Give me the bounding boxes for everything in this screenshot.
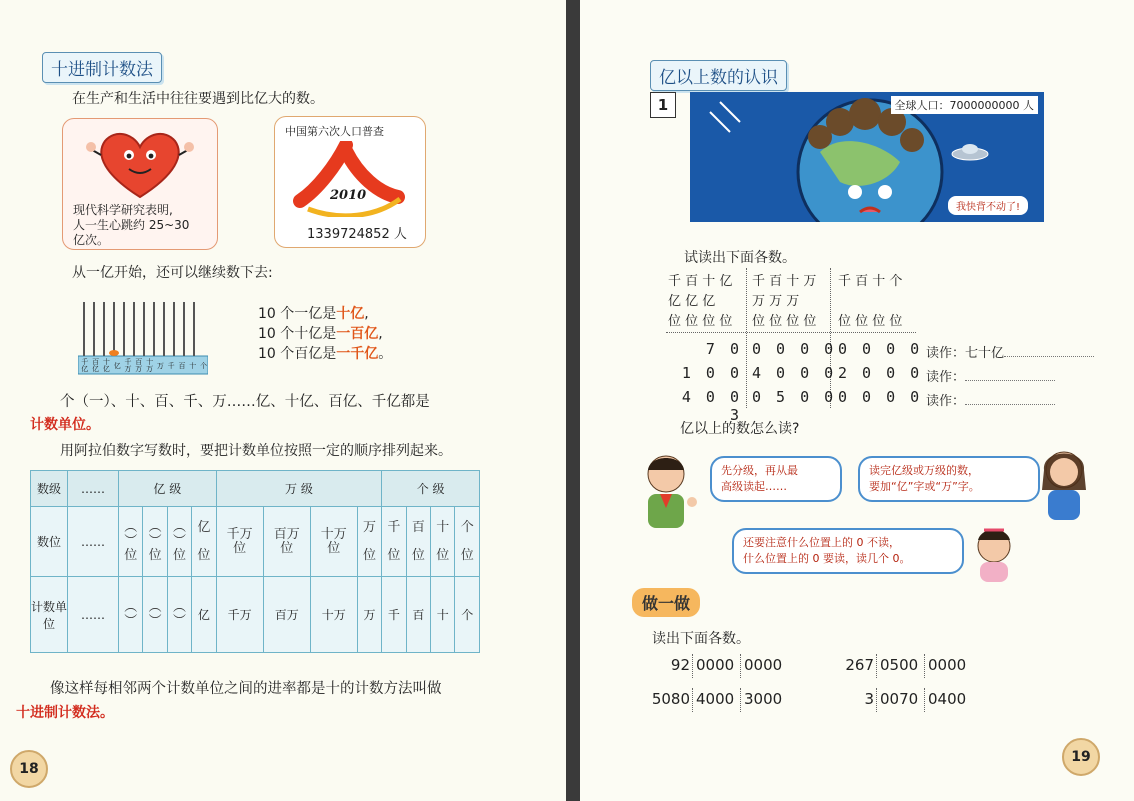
position-baiwan: 百万 位: [263, 507, 310, 577]
blank-unit-cell: ︵ ︶: [167, 577, 191, 653]
exercise-number-part: 3: [864, 690, 874, 708]
separator: [746, 268, 747, 408]
census-population: 1339724852 人: [307, 227, 407, 242]
exercise-number-part: 267: [845, 656, 874, 674]
earth-illustration: [690, 92, 1044, 222]
separator: [924, 654, 925, 678]
abacus-label: 十: [188, 361, 197, 369]
unit-baiwan: 百万: [263, 577, 310, 653]
abacus-label: 万: [156, 361, 165, 369]
separator: [666, 332, 916, 333]
ellipsis-cell: ……: [68, 507, 119, 577]
baby-speech-bubble: 还要注意什么位置上的 0 不读， 什么位置上的 0 要读，读几个 0。: [732, 528, 964, 574]
blank-position-cell: ︵ ︶ 位: [167, 507, 191, 577]
conclusion-term: 十进制计数法。: [16, 705, 114, 721]
separator: [830, 268, 831, 408]
intro-text: 在生产和生活中往往要遇到比亿大的数。: [72, 91, 324, 107]
separator: [876, 654, 877, 678]
row-ge: 0 0 0 0: [838, 388, 923, 406]
count-line-1: 10 个一亿是十亿,: [258, 306, 369, 322]
row-yi: 4 0 0 3: [681, 388, 742, 424]
place-value-table: [30, 470, 480, 653]
exercise-number-part: 0070: [880, 690, 919, 708]
blank-unit-cell: ︵ ︶: [119, 577, 143, 653]
class-wan: 万 级: [216, 471, 382, 507]
blank-position-cell: ︵ ︶ 位: [119, 507, 143, 577]
row-wan: 0 5 0 0: [752, 388, 837, 406]
class-ge: 个 级: [382, 471, 480, 507]
exercise-number-part: 92: [670, 656, 690, 674]
do-it-title: 做一做: [632, 588, 700, 617]
heart-text-line: 人一生心跳约 25~30: [73, 218, 190, 232]
units-term: 计数单位。: [30, 417, 100, 433]
position-yi: 亿 位: [192, 507, 216, 577]
conclusion-text: 像这样每相邻两个计数单位之间的进率都是十的计数方法叫做: [50, 681, 442, 697]
exercise-number-part: 4000: [696, 690, 735, 708]
world-population-label: 全球人口：7000000000 人: [891, 96, 1038, 114]
row-head-position: 数位: [31, 507, 68, 577]
baby-character-icon: [962, 520, 1026, 586]
abacus-label: 千万: [123, 358, 132, 372]
row-ge: 0 0 0 0: [838, 340, 923, 358]
unit-qianwan: 千万: [216, 577, 263, 653]
ellipsis-cell: ……: [68, 577, 119, 653]
abacus-label: 个: [199, 361, 208, 369]
header-yi-1: 千 百 十 亿: [668, 274, 733, 289]
row-yi: 7 0: [705, 340, 742, 358]
row-head-unit: 计数单位: [31, 577, 68, 653]
boy-speech-bubble: 先分级，再从最 高级读起……: [710, 456, 842, 502]
abacus: [78, 300, 208, 376]
ellipsis-cell: ……: [68, 471, 119, 507]
abacus-label: 千亿: [80, 358, 89, 372]
position-shi: 十 位: [431, 507, 455, 577]
header-ge-1: 千 百 十 个: [838, 274, 903, 289]
left-page: [0, 0, 566, 801]
abacus-label: 亿: [113, 361, 122, 369]
heart-text-line: 现代科学研究表明,: [73, 203, 173, 217]
position-bai: 百 位: [406, 507, 430, 577]
count-line-2: 10 个十亿是一百亿,: [258, 326, 383, 342]
heart-box: [62, 118, 218, 250]
row-wan: 4 0 0 0: [752, 364, 837, 382]
exercise-number-part: 0400: [928, 690, 967, 708]
try-read-text: 试读出下面各数。: [684, 250, 796, 266]
unit-qian: 千: [382, 577, 406, 653]
read-as: 读作：: [926, 390, 1055, 409]
row-wan: 0 0 0 0: [752, 340, 837, 358]
arabic-text: 用阿拉伯数字写数时，要把计数单位按照一定的顺序排列起来。: [60, 443, 452, 459]
separator: [692, 654, 693, 678]
header-wan-1: 千 百 十 万: [752, 274, 817, 289]
heart-character-icon: [85, 125, 195, 205]
separator: [740, 654, 741, 678]
class-yi: 亿 级: [119, 471, 217, 507]
count-line-3: 10 个百亿是一千亿。: [258, 346, 393, 362]
abacus-label: 千: [167, 361, 176, 369]
header-yi-3: 位 位 位 位: [668, 314, 733, 329]
abacus-label: 十亿: [102, 358, 111, 372]
blank-position-cell: ︵ ︶ 位: [143, 507, 167, 577]
exercise-number-part: 3000: [744, 690, 783, 708]
unit-shi: 十: [431, 577, 455, 653]
separator: [740, 688, 741, 712]
position-ge: 个 位: [455, 507, 480, 577]
census-box: [274, 116, 426, 248]
page-number: 18: [10, 750, 48, 788]
abacus-label: 十万: [145, 358, 154, 372]
page-number: 19: [1062, 738, 1100, 776]
row-head-class: 数级: [31, 471, 68, 507]
exercise-number-part: 0500: [880, 656, 919, 674]
census-logo-year: 2010: [330, 188, 367, 203]
abacus-label: 百万: [134, 358, 143, 372]
girl-speech-bubble: 读完亿级或万级的数， 要加“亿”字或“万”字。: [858, 456, 1040, 502]
census-title: 中国第六次人口普查: [285, 125, 384, 138]
census-logo-icon: [290, 141, 410, 217]
right-page: [580, 0, 1134, 801]
separator: [876, 688, 877, 712]
section-title: 亿以上数的认识: [650, 60, 787, 91]
read-these-text: 读出下面各数。: [652, 631, 750, 647]
unit-bai: 百: [406, 577, 430, 653]
separator: [924, 688, 925, 712]
abacus-label: 百: [177, 361, 186, 369]
row-yi: 1 0 0: [681, 364, 742, 382]
example-number: 1: [650, 92, 676, 118]
header-ge-3: 位 位 位 位: [838, 314, 903, 329]
position-qianwan: 千万 位: [216, 507, 263, 577]
exercise-number-part: 0000: [696, 656, 735, 674]
units-line: 个（一）、十、百、千、万……亿、十亿、百亿、千亿都是: [60, 394, 430, 410]
unit-yi: 亿: [192, 577, 216, 653]
earth-speech-bubble: 我快背不动了!: [948, 196, 1028, 215]
continue-text: 从一亿开始，还可以继续数下去:: [72, 265, 273, 281]
heart-text-line: 亿次。: [73, 233, 110, 247]
exercise-number-part: 0000: [928, 656, 967, 674]
header-yi-2: 亿 亿 亿: [668, 294, 716, 309]
position-qian: 千 位: [382, 507, 406, 577]
section-title: 十进制计数法: [42, 52, 162, 83]
boy-character-icon: [636, 452, 706, 532]
read-as: 读作：七十亿: [926, 342, 1094, 361]
exercise-number-part: 5080: [651, 690, 690, 708]
unit-shiwan: 十万: [310, 577, 357, 653]
girl-character-icon: [1034, 446, 1094, 522]
header-wan-2: 万 万 万: [752, 294, 800, 309]
how-read-text: 亿以上的数怎么读?: [680, 421, 800, 437]
read-as: 读作：: [926, 366, 1055, 385]
position-shiwan: 十万 位: [310, 507, 357, 577]
blank-unit-cell: ︵ ︶: [143, 577, 167, 653]
header-wan-3: 位 位 位 位: [752, 314, 817, 329]
row-ge: 2 0 0 0: [838, 364, 923, 382]
position-wan: 万 位: [357, 507, 381, 577]
abacus-labels: [78, 357, 208, 373]
abacus-label: 百亿: [91, 358, 100, 372]
unit-wan: 万: [357, 577, 381, 653]
exercise-number-part: 0000: [744, 656, 783, 674]
unit-ge: 个: [455, 577, 480, 653]
separator: [692, 688, 693, 712]
